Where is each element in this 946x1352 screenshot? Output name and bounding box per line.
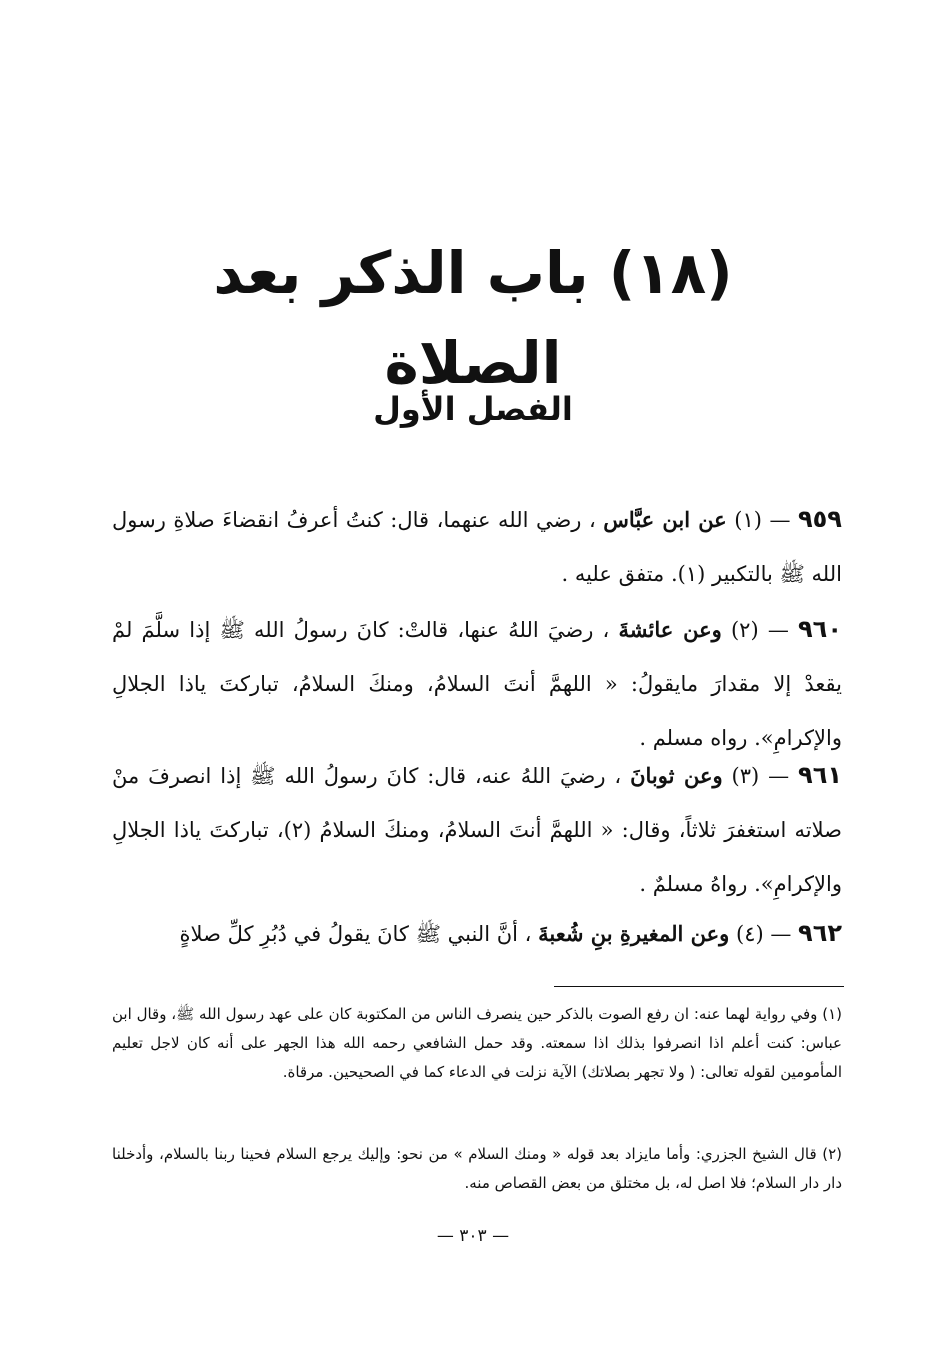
hadith-number: ٩٦١ [798,761,842,789]
hadith-narrator: عن ابن عبَّاس [603,507,727,532]
hadith-number: ٩٦٠ [798,615,842,643]
hadith-text: ، رضي الله عنهما، قال: كنتُ أعرفُ انقضاءَ صلاةِ رسول الله ﷺ بالتكبير (١). متفق عليه . [112,508,842,586]
hadith-narrator: وعن المغيرةِ بنِ شُعبةَ [538,921,730,946]
hadith-number: ٩٥٩ [798,505,842,533]
footnote-1: (١) وفي رواية لهما عنه: ان رفع الصوت بالذكر حين ينصرف الناس من المكتوبة كان على عهد رسول الله ﷺ، وقال ابن عباس: كنت أعلم اذا انصرفوا بذلك اذا سمعته. وقد حمل الشافعي رحمه الله هذا الجهر على أنه كان لاجل تعليم المأمومين لقوله تعالى: ( ولا تجهر بصلاتك) الآية نزلت في الدعاء كما في الصحيحين. مرقاة. [112,1005,842,1081]
hadith-index: (٣) [731,764,760,788]
hadith-960: ٩٦٠ — (٢) وعن عائشةَ ، رضيَ اللهُ عنها، قالتْ: كانَ رسولُ الله ﷺ إذا سلَّمَ لمْ يقعدْ إلا مقدارَ مايقولُ: « اللهمَّ أنتَ السلامُ، ومنكَ السلامُ، تباركتَ ياذا الجلالِ والإكرامِ». رواه مسلم . [112,615,842,750]
hadith-961: ٩٦١ — (٣) وعن ثوبانَ ، رضيَ اللهُ عنه، قال: كانَ رسولُ الله ﷺ إذا انصرفَ منْ صلاته استغفرَ ثلاثاً، وقال: « اللهمَّ أنتَ السلامُ، ومنكَ السلامُ (٢)، تباركتَ ياذا الجلالِ والإكرامِ». رواهُ مسلمٌ . [112,761,843,896]
section-title: الفصل الأول [373,390,573,428]
footnote-2: (٢) قال الشيخ الجزري: وأما مايزاد بعد قوله « ومنك السلام » من نحو: وإليك يرجع السلام فحينا ربنا بالسلام، وأدخلنا دار دار السلام؛ فلا اصل له، بل مختلق من بعض القصاص منه. [112,1145,842,1192]
hadith-962: ٩٦٢ — (٤) وعن المغيرةِ بنِ شُعبةَ ، أنَّ النبي ﷺ كانَ يقولُ في دُبُرِ كلِّ صلاةٍ [179,919,842,947]
hadith-index: (٢) [730,618,759,642]
footnote-divider [554,986,844,987]
hadith-narrator: وعن عائشةَ [618,617,722,642]
chapter-title: (١٨) باب الذكر بعد الصلاة [213,239,733,397]
hadith-text: ، رضيَ اللهُ عنه، قال: كانَ رسولُ الله ﷺ إذا انصرفَ منْ صلاته استغفرَ ثلاثاً، وقال: « اللهمَّ أنتَ السلامُ، ومنكَ السلامُ (٢)، تباركتَ ياذا الجلالِ والإكرامِ». رواهُ مسلمٌ . [112,764,843,896]
hadith-959: ٩٥٩ — (١) عن ابن عبَّاس ، رضي الله عنهما، قال: كنتُ أعرفُ انقضاءَ صلاةِ رسول الله ﷺ بالتكبير (١). متفق عليه . [112,505,842,586]
hadith-text: ، رضيَ اللهُ عنها، قالتْ: كانَ رسولُ الله ﷺ إذا سلَّمَ لمْ يقعدْ إلا مقدارَ مايقولُ: « اللهمَّ أنتَ السلامُ، ومنكَ السلامُ، تباركتَ ياذا الجلالِ والإكرامِ». رواه مسلم . [112,618,842,750]
hadith-number: ٩٦٢ [798,919,842,947]
page-number: — ٣٠٣ — [436,1226,510,1246]
hadith-narrator: وعن ثوبانَ [630,763,723,788]
hadith-index: (١) [734,508,762,532]
hadith-index: (٤) [735,922,764,946]
hadith-text: ، أنَّ النبي ﷺ كانَ يقولُ في دُبُرِ كلِّ صلاةٍ [179,922,532,946]
